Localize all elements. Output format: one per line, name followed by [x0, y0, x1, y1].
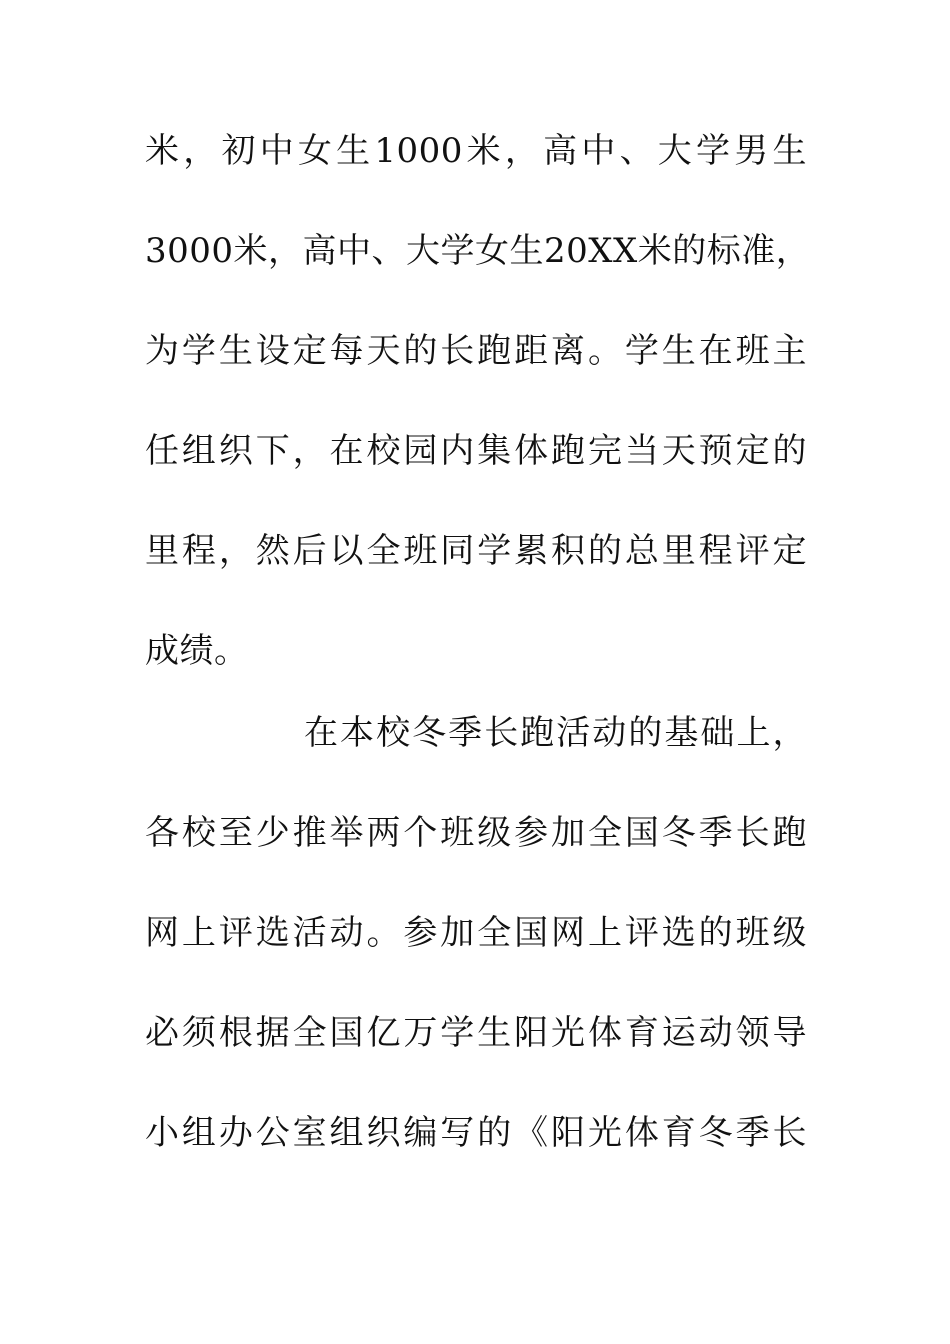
paragraph-2-line-5: 小组办公室组织编写的《阳光体育冬季长 — [145, 1113, 807, 1153]
paragraph-2-line-2: 各校至少推举两个班级参加全国冬季长跑 — [145, 813, 807, 853]
paragraph-line-1: 米，初中女生1000米，高中、大学男生 — [145, 131, 807, 171]
paragraph-2-line-4: 必须根据全国亿万学生阳光体育运动领导 — [145, 1013, 807, 1053]
paragraph-2-line-3: 网上评选活动。参加全国网上评选的班级 — [145, 913, 807, 953]
paragraph-line-5: 里程，然后以全班同学累积的总里程评定 — [145, 531, 807, 571]
paragraph-line-6: 成绩。 — [145, 631, 249, 671]
paragraph-2-line-1: 在本校冬季长跑活动的基础上， — [304, 713, 807, 753]
paragraph-line-4: 任组织下，在校园内集体跑完当天预定的 — [145, 431, 807, 471]
paragraph-line-2: 3000米，高中、大学女生20XX米的标准， — [145, 231, 811, 271]
paragraph-line-3: 为学生设定每天的长跑距离。学生在班主 — [145, 331, 807, 371]
